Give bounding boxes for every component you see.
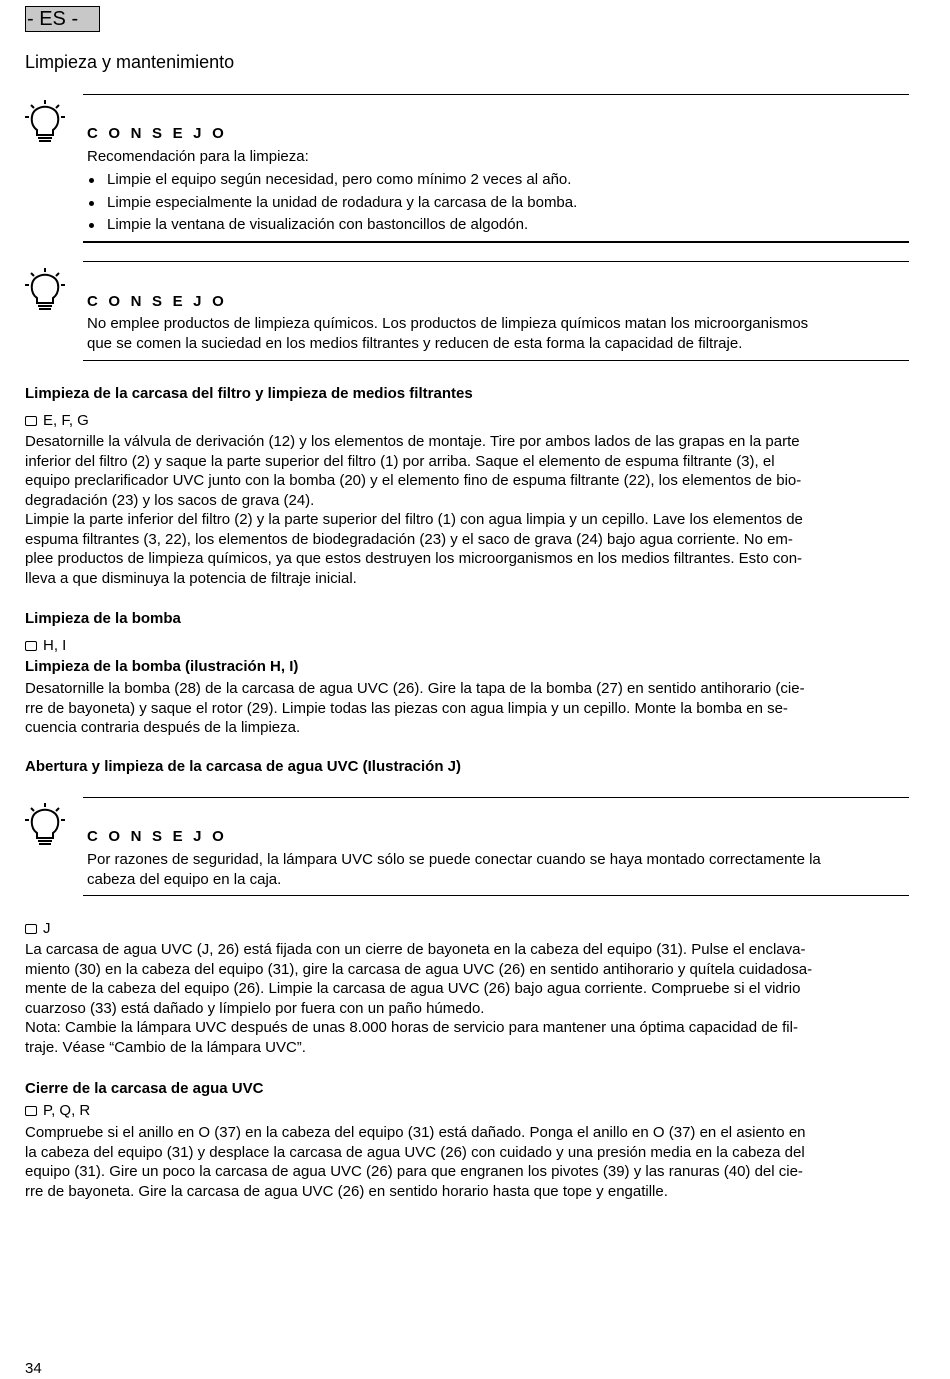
subsection-heading: Limpieza de la bomba (ilustración H, I) xyxy=(25,658,299,675)
figure-reference xyxy=(25,411,89,431)
figure-reference-label: P, Q, R xyxy=(43,1102,91,1119)
text-line: inferior del filtro (2) y saque la parte superior del filtro (1) por arriba. Saque el elemento de espuma filtrante (3), el xyxy=(25,452,775,470)
text-line: Desatornille la bomba (28) de la carcasa de agua UVC (26). Gire la tapa de la bomba (27) en sentido antihorario (cie- xyxy=(25,680,805,697)
tip-top-rule xyxy=(83,94,909,95)
tip-bottom-rule xyxy=(83,360,909,361)
text-line: plee productos de limpieza químicos, ya que estos destruyen los microorganismos en los medios filtrantes. Esto con- xyxy=(25,550,803,567)
lightbulb-icon xyxy=(25,803,65,847)
tip-text xyxy=(87,314,912,353)
tip-label: C O N S E J O xyxy=(87,828,227,845)
figure-reference-icon xyxy=(25,924,37,934)
text-line: Limpie la parte inferior del filtro (2) y la parte superior del filtro (1) con agua limpia y un cepillo. Lave los elementos de xyxy=(25,511,803,528)
section-heading: Limpieza de la bomba xyxy=(25,610,181,627)
text-line: lleva a que disminuya la potencia de filtraje inicial. xyxy=(25,569,357,587)
text-line: miento (30) en la cabeza del equipo (31), gire la carcasa de agua UVC (26) en sentido antihorario y quítela cuidadosa- xyxy=(25,960,813,978)
figure-reference-icon xyxy=(25,1106,37,1116)
figure-reference-label: J xyxy=(43,920,51,937)
text-line: equipo (31). Gire un poco la carcasa de agua UVC (26) para que engranen los pivotes (39) y las ranuras (40) del cie- xyxy=(25,1163,803,1180)
text-line: degradación (23) y los sacos de grava (24). xyxy=(25,491,315,509)
text-line: cabeza del equipo en la caja. xyxy=(87,870,282,888)
page-title: Limpieza y mantenimiento xyxy=(25,52,235,72)
paragraph xyxy=(25,679,910,738)
text-line: rre de bayoneta. Gire la carcasa de agua UVC (26) en sentido horario hasta que tope y engatille. xyxy=(25,1182,668,1200)
text-line: cuencia contraria después de la limpieza. xyxy=(25,719,301,736)
figure-reference xyxy=(25,1101,90,1121)
figure-reference-icon xyxy=(25,416,37,426)
lightbulb-icon xyxy=(25,100,65,144)
text-line: La carcasa de agua UVC (J, 26) está fijada con un cierre de bayoneta en la cabeza del equipo (31). Pulse el enclava- xyxy=(25,941,806,958)
text-line: que se comen la suciedad en los medios filtrantes y reducen de esta forma la capacidad de filtraje. xyxy=(87,334,743,352)
text-line: mente de la cabeza del equipo (26). Limpie la carcasa de agua UVC (26) bajo agua corriente. Compruebe si el vidrio xyxy=(25,980,801,997)
figure-reference-label: H, I xyxy=(43,637,67,654)
text-line: No emplee productos de limpieza químicos. Los productos de limpieza químicos matan los microorganismos xyxy=(87,315,809,332)
text-line: Compruebe si el anillo en O (37) en la cabeza del equipo (31) está dañado. Ponga el anillo en O (37) en el asiento en xyxy=(25,1124,806,1141)
tip-intro: Recomendación para la limpieza: xyxy=(87,148,309,165)
text-line: espuma filtrantes (3, 22), los elementos de biodegradación (23) y el saco de grava (24) bajo agua corriente. No em- xyxy=(25,530,793,548)
page-number: 34 xyxy=(25,1360,42,1377)
tip-top-rule xyxy=(83,797,909,798)
figure-reference-icon xyxy=(25,641,37,651)
language-tag: - ES - xyxy=(25,6,100,32)
tip-bullet-list xyxy=(87,170,912,238)
tip-top-rule xyxy=(83,261,909,262)
tip-label: C O N S E J O xyxy=(87,293,227,310)
figure-reference xyxy=(25,919,51,939)
lightbulb-icon xyxy=(25,268,65,312)
text-line: equipo preclarificador UVC junto con la bomba (20) y el elemento fino de espuma filtrante (22), los elementos de bio- xyxy=(25,472,802,489)
figure-reference xyxy=(25,636,66,656)
text-line: traje. Véase “Cambio de la lámpara UVC”. xyxy=(25,1038,306,1056)
tip-text xyxy=(87,850,912,889)
figure-reference-label: E, F, G xyxy=(43,412,89,429)
section-heading: Abertura y limpieza de la carcasa de agua UVC (Ilustración J) xyxy=(25,758,461,775)
list-item: Limpie la ventana de visualización con bastoncillos de algodón. xyxy=(87,215,912,238)
text-line: Nota: Cambie la lámpara UVC después de unas 8.000 horas de servicio para mantener una óptima capacidad de fil- xyxy=(25,1019,798,1036)
paragraph xyxy=(25,1123,910,1201)
text-line: rre de bayoneta) y saque el rotor (29). Limpie todas las piezas con agua limpia y un cepillo. Monte la bomba en se- xyxy=(25,699,788,717)
text-line: Por razones de seguridad, la lámpara UVC sólo se puede conectar cuando se haya montado correctamente la xyxy=(87,851,821,868)
tip-label: C O N S E J O xyxy=(87,125,227,142)
text-line: cuarzoso (33) está dañado y límpielo por fuera con un paño húmedo. xyxy=(25,999,485,1017)
section-heading: Cierre de la carcasa de agua UVC xyxy=(25,1080,264,1097)
list-item: Limpie el equipo según necesidad, pero como mínimo 2 veces al año. xyxy=(87,170,912,193)
text-line: la cabeza del equipo (31) y desplace la carcasa de agua UVC (26) con cuidado y una presión media en la cabeza del xyxy=(25,1143,805,1161)
paragraph xyxy=(25,432,910,588)
list-item: Limpie especialmente la unidad de rodadura y la carcasa de la bomba. xyxy=(87,193,912,216)
section-heading: Limpieza de la carcasa del filtro y limpieza de medios filtrantes xyxy=(25,385,473,402)
text-line: Desatornille la válvula de derivación (12) y los elementos de montaje. Tire por ambos lados de las grapas en la parte xyxy=(25,433,800,450)
tip-bottom-rule xyxy=(83,895,909,896)
paragraph xyxy=(25,940,910,1057)
tip-bottom-rule xyxy=(83,241,909,243)
